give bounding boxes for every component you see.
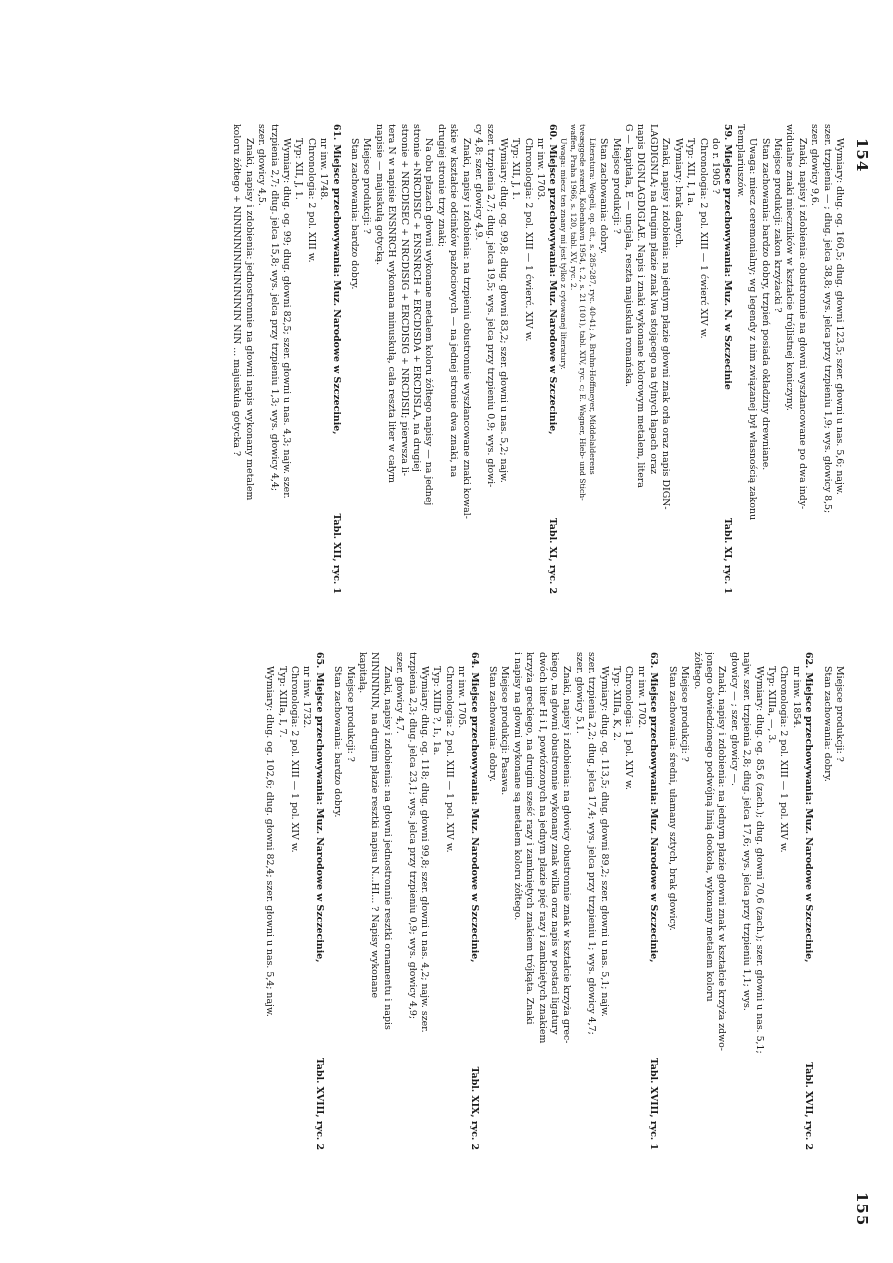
text-line: stronie + NRCDISEC + NRCDISIG + ERCDISIG + NRCDISII; pierwsza li- xyxy=(398,124,410,476)
text-line: tera N w napisie ENSNRCH wykonana minuskułą, cała reszta liter w całym xyxy=(386,124,398,483)
entry-heading-text xyxy=(329,124,341,435)
text-line: Wymiary: dług. og. 99; dług. głowni 82,5; szer. głowni u nas. 4,3; najw. szer. xyxy=(280,138,292,499)
entry-heading xyxy=(312,652,324,1150)
text-line: Chronologia: 2 pol. XIII — 1 ćwierć XIV w. xyxy=(697,138,709,339)
text-line: Znaki, napisy i zdobienia: na jednym płazie głowni znak w kształcie krzyża zdwo- xyxy=(716,666,728,1051)
text-line: Miejsce produkcji: zakon krzyżacki ? xyxy=(771,138,783,313)
text-line: Wymiary: dług. og. 102,6; dług. głowni 82,4; szer. głowni u nas. 5,4; najw. xyxy=(264,666,276,1017)
text-line: Chronologia: 2 pol. XIII — 1 pol. XIV w. xyxy=(443,666,455,853)
text-line: Uwaga: miecz ceremonialny; wg legendy z nim związanej był własnością zakonu xyxy=(747,138,759,521)
text-line: Stan zachowania: średni, ułamany sztych, brak głowicy. xyxy=(666,666,678,931)
text-line: Znaki, napisy i zdobienia: na głowni jednostronnie resztki ornamentu i napis xyxy=(381,666,393,1030)
entry-gap xyxy=(480,652,486,1150)
text-line: Miejsce produkcji: ? xyxy=(344,666,356,762)
entry-heading xyxy=(467,652,479,1150)
text-line: skie w kształcie odcinków pazłociowych — na jednej stronie dwa znaki, na xyxy=(448,124,460,478)
text-line: najw. szer. trzpienia 2,8; dług. jelca 17,6; wys. jelca przy trzpieniu 1,1; wys. xyxy=(741,652,753,1011)
page-number: 155 xyxy=(853,1192,871,1227)
text-line: Typ: XII, J, 1. xyxy=(510,138,522,200)
text-line: Literatura: Wegeli, op. cit., s. 285-287, ryc. 40-41; A. Bruhn-Hoffmeyer, Middelalderens xyxy=(587,138,597,475)
text-line: Chronologia: 2 pol. XIII w. xyxy=(305,138,317,263)
text-line: Typ: XIIIa, I, 7. xyxy=(276,666,288,738)
text-line: Wymiary: dług. og. 118; dług. głowni 99,8; szer. głowni u nas. 4,2; najw. szer. xyxy=(419,666,430,1033)
entry-heading-text xyxy=(546,124,558,435)
entry-location: Miejsce przechowywania: Muz. Narodowe w Szczecinie, xyxy=(468,672,480,963)
entry-number: 63. xyxy=(648,652,660,669)
text-line: LAGDIGNLA; na drugim płazie znak lwa stojącego na tylnych łapach oraz xyxy=(647,124,659,475)
entry-location: Miejsce przechowywania: Muz. Narodowe w Szczecinie, xyxy=(648,672,660,963)
page-body xyxy=(263,652,845,1150)
plate-reference: Tabl. XIX, ryc. 2 xyxy=(468,1066,480,1150)
text-line: Stan zachowania: dobry. xyxy=(598,138,610,254)
entry-number: 64. xyxy=(468,652,480,669)
text-line: Znaki, napisy i zdobienia: na jednym płazie głowni znak orła oraz napis DIGN- xyxy=(660,138,672,510)
text-line: Typ: XIIIb ?, I₁, 1a. xyxy=(431,666,443,756)
text-line: napis DIGNLAGDIGLAE. Napis i znaki wykonane kolorowym metalem, litera xyxy=(635,124,647,488)
entry-location: Miejsce przechowywania: Muz. Narodowe w Szczecinie, xyxy=(330,144,342,435)
text-line: trzpienia 2,7; dług. jelca 15,8; wys. jelca przy trzpieniu 1,3; wys. głowicy 4,4; xyxy=(268,124,280,492)
text-line: Znaki, napisy i zdobienia: obustronnie na głowni wyszłancowane po dwa indy- xyxy=(796,138,808,510)
entry-heading-text xyxy=(312,652,324,963)
text-line: do r. 1905 ? xyxy=(709,138,721,194)
plate-reference: Tabl. XVIII, ryc. 1 xyxy=(648,1057,660,1150)
entry-heading-text xyxy=(647,652,659,963)
text-line: Znaki, napisy i zdobienia: na trzpieniu obustronnie wyszłancowane znaki kowal- xyxy=(460,138,472,519)
text-line: szer. głowicy 5,1. xyxy=(573,652,585,734)
text-line: Miejsce produkcji: ? xyxy=(610,138,622,234)
text-line: Typ: XII, J, 1. xyxy=(293,138,305,200)
text-line: Stan zachowania: bardzo dobry. xyxy=(349,138,360,290)
text-line: szer. trzpienia — ; dług. jelca 38,8; wys. jelca przy trzpieniu 1,9; wys. głowicy 8,5; xyxy=(821,124,833,514)
text-line: Wymiary: dług. og. 113,5; dług. głowni 89,2; szer. głowni u nas. 5,1; najw. xyxy=(598,666,610,1017)
text-line: Miejsce produkcji: ? xyxy=(361,138,373,234)
page-body xyxy=(230,124,845,594)
text-line: nr inw. 1703. xyxy=(535,138,547,201)
text-line: szer. głowicy 4,5. xyxy=(256,124,268,206)
text-line: Miejsce produkcji: Pasawa. xyxy=(499,666,511,796)
entry-heading-text xyxy=(467,652,479,963)
text-line: szer. trzpienia 2,2; dług. jelca 17,4; wys. jelca przy trzpieniu 1; wys. głowicy 4,7; xyxy=(586,652,598,1035)
entry-number: 65. xyxy=(313,652,325,669)
entry-heading xyxy=(802,652,814,1150)
text-line: trzpienia 2,3; dług. jelca 23,1; wys. jelca przy trzpieniu 0,9; wys. głowicy 4,9; xyxy=(406,652,418,1020)
text-line: i napisy na głowni wykonane są metalem koloru żółtego. xyxy=(511,652,523,921)
text-line: waffen, Praha 1966, s. 120, tabl. XV, ryc. 2. xyxy=(568,124,578,291)
text-line: nr inw. 1702. xyxy=(635,666,647,729)
text-line: Znaki, napisy i zdobienia: na głowicy obustronnie znak w kształcie krzyża grec- xyxy=(561,666,573,1044)
plate-reference: Tabl. XVIII, ryc. 2 xyxy=(313,1057,325,1150)
entry-number: 60. xyxy=(547,124,559,141)
text-line: Chronologia: 2 pol. XIII — 1 pol. XIV w. xyxy=(288,666,300,853)
text-line: nr inw. 1732. xyxy=(301,666,313,729)
text-line: Miejsce produkcji: ? xyxy=(679,666,691,762)
entry-location: Miejsce przechowywania: Muz. Narodowe w Szczecinie, xyxy=(803,672,815,963)
text-line: widualne znaki mieczników w kształcie trójlistnej koniczyny. xyxy=(784,124,796,411)
text-line: stronie +NRCDISIC + ENSNRCH + ERCDISDA + ERCDISLA, na drugiej xyxy=(411,124,423,472)
text-line: Typ: XIIIa, K, 2. xyxy=(611,666,623,741)
text-line: Stan zachowania: dobry. xyxy=(487,666,499,782)
text-line: szer. głowicy 9,6. xyxy=(809,124,821,206)
text-line: Wymiary: brak danych. xyxy=(672,138,684,249)
text-line: nr inw. 1748. xyxy=(318,138,330,201)
text-line: Templariuszów. xyxy=(734,124,746,198)
entry-number: 62. xyxy=(803,652,815,669)
text-line: Stan zachowania: bardzo dobry. xyxy=(332,666,344,818)
text-line: Typ: XII, I, 1a. xyxy=(685,138,697,206)
text-line: dwóch liter H i I, powtórzonych na jednym płazie pięć razy i zamkniętych znakiem xyxy=(536,652,548,1044)
entry-gap xyxy=(342,124,348,594)
entry-heading-text xyxy=(802,652,814,963)
right-page xyxy=(0,632,893,1263)
text-line: Chronologia: 1 pol. XIV w. xyxy=(623,666,635,790)
text-line: kapitałą. xyxy=(356,652,368,694)
text-line: szer. trzpienia 2,7; dług. jelca 19,5; wys. jelca przy trzpieniu 0,9; wys. głowi- xyxy=(485,124,497,488)
text-line: NININININ, na drugim płazie resztki napisu N...HI... ? Napisy wykonane xyxy=(369,652,381,999)
text-line: Wymiary: dług. og. 85,6 (zach.); dług. głowni 70,6 (zach.); szer. głowni u nas. 5,1; xyxy=(753,666,765,1054)
text-line: nr inw. 1705. xyxy=(456,666,468,729)
text-line: kiego, na głowni obustronnie wykonany znak wilka oraz napis w postaci ligatury xyxy=(549,652,561,1035)
text-line: Wymiary: dług. og. 99,8; dług. głowni 83,2; szer. głowni u nas. 5,2; najw. xyxy=(497,138,509,483)
text-line: Wymiary: dług. og. 160,5; dług. głowni 123,5; szer. głowni u nas. 5,6; najw. xyxy=(834,138,845,495)
text-line: Miejsce produkcji: ? xyxy=(834,666,845,762)
text-line: krzyża greckiego, na drugim sześć razy i zamkniętych znakiem trójkąta. Znaki xyxy=(524,652,536,1025)
page-number: 154 xyxy=(853,138,871,173)
entry-heading xyxy=(329,124,341,594)
plate-reference: Tabl. XI, ryc. 2 xyxy=(547,517,559,594)
entry-heading xyxy=(647,652,659,1150)
text-line: cy 4,8; szer. głowicy 4,9. xyxy=(473,124,485,241)
text-line: Znaki, napisy i zdobienia: jednostronnie na głowni napis wykonany metalem xyxy=(243,138,255,501)
entry-heading-text xyxy=(721,124,733,390)
text-line: jonego obwiedzionego podwójną linią dookoła, wykonany metalem koloru xyxy=(703,652,715,1002)
entry-location: Miejsce przechowywania: Muz. Narodowe w Szczecinie, xyxy=(547,144,559,435)
text-line: Na obu płazach głowni wykonane metalem koloru żółtego napisy — na jednej xyxy=(423,138,435,506)
text-line: drugiej stronie trzy znaki; xyxy=(435,124,447,248)
text-line: tveæggede sværd, Kobenhavn 1954, t. 2, s. 21 (101), tabl. XIV, ryc. c; E. Wagner, Hieb- und Stich- xyxy=(578,124,588,501)
plate-reference: Tabl. XI, ryc. 1 xyxy=(722,517,734,594)
text-line: Stan zachowania: dobry. xyxy=(821,666,833,782)
plate-reference: Tabl. XII, ryc. 1 xyxy=(330,513,342,594)
left-page xyxy=(0,0,893,631)
text-line: napisie — majuskułą gotycką. xyxy=(373,124,385,266)
entry-number: 59. xyxy=(722,124,734,141)
text-line: nr inw. 1854. xyxy=(790,666,802,729)
text-line: żółtego. xyxy=(691,652,703,690)
text-line: Uwaga: miecz ten znany mi jest tylko z cytowanej literatury. xyxy=(559,138,569,370)
entry-gap xyxy=(325,652,331,1150)
entry-location: Miejsce przechowywania: Muz. Narodowe w Szczecinie, xyxy=(313,672,325,963)
text-line: G — kapitała, E — uncjała, reszta majuskuła romańska. xyxy=(623,124,635,388)
entry-location: Miejsce przechowywania: Muz. N. w Szczecinie xyxy=(722,144,734,390)
text-line: Chronologia: 2 pol. XIII — 1 ćwierć. XIV w. xyxy=(522,138,534,342)
entry-number: 61. xyxy=(330,124,342,141)
text-line: szer. głowicy 4,7. xyxy=(394,652,406,734)
entry-heading xyxy=(721,124,733,594)
text-line: Typ: XIIIa, —, 3. xyxy=(765,666,777,744)
text-line: koloru żółtego + NINININININININININ NIN ... majuskuła gotycka ? xyxy=(231,124,243,457)
text-line: Stan zachowania: bardzo dobry, trzpień posiada okładziny drewniane. xyxy=(759,138,771,471)
plate-reference: Tabl. XVII, ryc. 2 xyxy=(803,1062,815,1150)
entry-heading xyxy=(546,124,558,594)
text-line: głowicy — ; szer. głowicy —. xyxy=(728,652,740,787)
text-line: Chronologia: 2 pol. XIII — 1 pol. XIV w. xyxy=(778,666,790,853)
